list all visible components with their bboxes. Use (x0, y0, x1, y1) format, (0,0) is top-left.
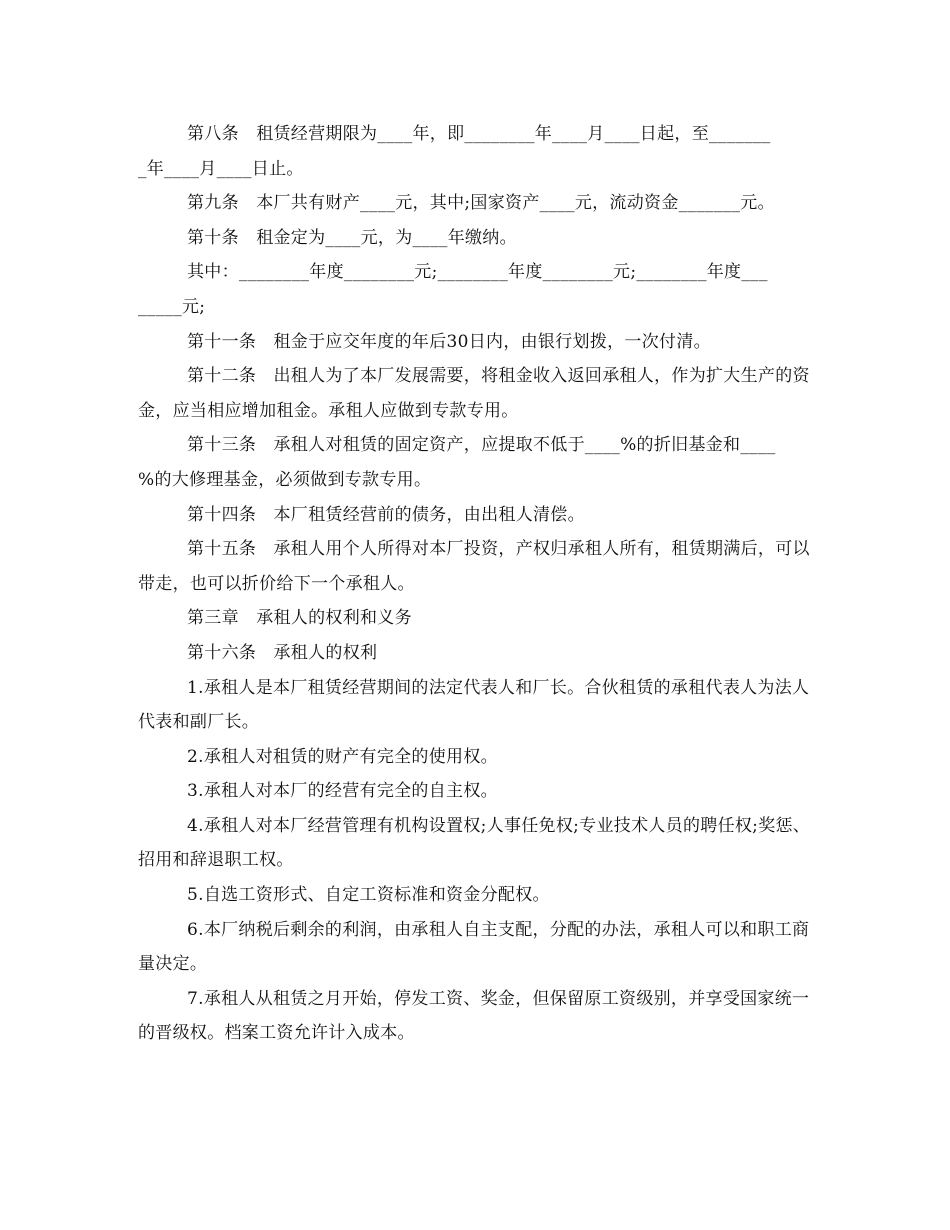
article-15: 第十五条 承租人用个人所得对本厂投资，产权归承租人所有，租赁期满后，可以带走，也可以折价给下一个承租人。 (138, 539, 810, 594)
right-item-6: 6.本厂纳税后剩余的利润，由承租人自主支配，分配的办法，承租人可以和职工商量决定。 (138, 919, 810, 975)
article-13: 第十三条 承租人对租赁的固定资产，应提取不低于____%的折旧基金和____ %的大修理基金，必须做到专款专用。 (138, 435, 776, 490)
article-11: 第十一条 租金于应交年度的年后30日内，由银行划拨，一次付清。 (187, 331, 711, 352)
right-item-3: 3.承租人对本厂的经营有完全的自主权。 (187, 781, 498, 802)
article-9: 第九条 本厂共有财产____元，其中;国家资产____元，流动资金_______元。 (187, 193, 775, 214)
right-item-2: 2.承租人对租赁的财产有完全的使用权。 (187, 746, 498, 767)
document-body (138, 117, 814, 1051)
article-14: 第十四条 本厂租赁经营前的债务，由出租人清偿。 (187, 504, 585, 525)
article-16-heading: 第十六条 承租人的权利 (187, 642, 378, 663)
chapter-3-heading: 第三章 承租人的权利和义务 (187, 608, 412, 629)
article-10: 第十条 租金定为____元，为____年缴纳。 (187, 227, 517, 248)
article-10-breakdown: 其中：________年度________元;________年度________元;________年度___ _____元; (138, 262, 768, 317)
right-item-7: 7.承租人从租赁之月开始，停发工资、奖金，但保留原工资级别，并享受国家统一的晋级权。档案工资允许计入成本。 (138, 988, 810, 1044)
right-item-1: 1.承租人是本厂租赁经营期间的法定代表人和厂长。合伙租赁的承租代表人为法人代表和副厂长。 (138, 677, 810, 733)
article-12: 第十二条 出租人为了本厂发展需要，将租金收入返回承租人，作为扩大生产的资金，应当相应增加租金。承租人应做到专款专用。 (138, 366, 810, 421)
article-8: 第八条 租赁经营期限为____年，即________年____月____日起，至_______ _年____月____日止。 (138, 124, 771, 179)
right-item-4: 4.承租人对本厂经营管理有机构设置权;人事任免权;专业技术人员的聘任权;奖惩、招用和辞退职工权。 (138, 815, 811, 871)
right-item-5: 5.自选工资形式、自定工资标准和资金分配权。 (187, 885, 550, 906)
